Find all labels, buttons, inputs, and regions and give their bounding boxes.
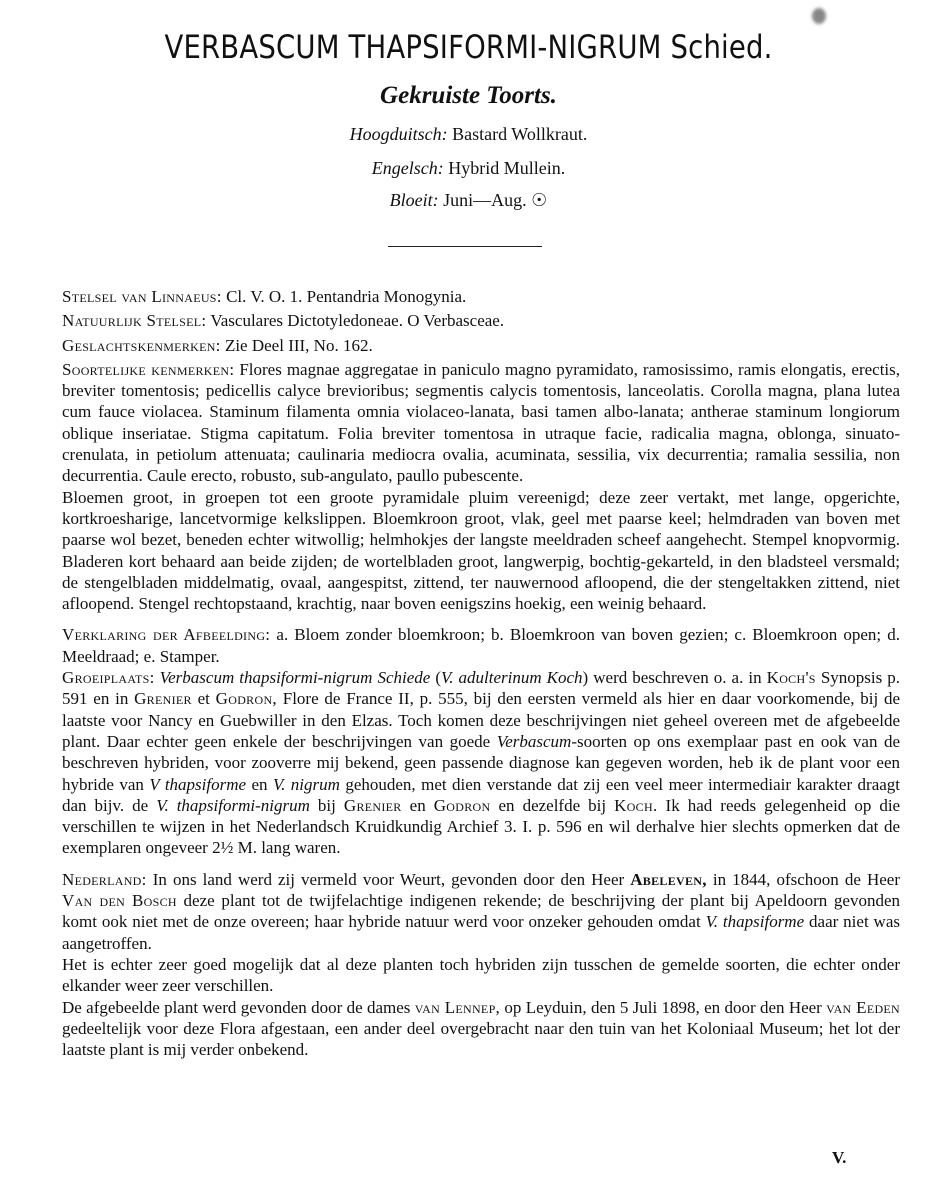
het-paragraph [62,954,900,997]
hoogduitsch-label: Hoogduitsch: [349,124,448,144]
verklaring-paragraph [62,624,900,667]
divider [388,246,542,247]
afgebeelde-paragraph [62,997,900,1061]
groei-text-5: -soorten op ons exemplaar past en ook van de beschreven hybriden, voor zooverre mij bekend, geen passende diagnose kan gegeven worden, heb ik de plant voor een hybride van [62,731,901,794]
groeiplaats-label: Groeiplaats: [62,668,155,688]
author-koch-2: Koch. [614,795,658,815]
hoogduitsch-value: Bastard Wollkraut. [452,124,588,144]
person-van-den-bosch: Van den Bosch [62,891,177,911]
groei-text-10: en dezelfde bij [498,795,607,815]
person-van-eeden: van Eeden [826,997,901,1017]
stelsel-paragraph [62,286,900,307]
groei-text-3: et [197,689,210,709]
geslacht-paragraph [62,335,900,356]
soort-label: Soortelijke kenmerken: [62,359,235,379]
groeiplaats-paragraph: Groeiplaats: Verbascum thapsiformi-nigrum Schiede (V. adulterinum Koch) werd beschreven o. a. in Koch's Synopsis p. 591 en in Grenier et Godron, Flore de France II, p. 555, bij den eersten vermeld als hier en daar voorkomende, bij de laatste voor Nancy en Guebwiller in den Elzas. Toch komen deze beschrijvingen niet geheel overeen met de afgebeelde plant. Daar echter geen enkele der beschrijvingen van goede Verbascum-soorten op ons exemplaar past en ook van de beschreven hybriden, voor zooverre mij bekend, geen passende diagnose kan gegeven worden, heb ik de plant voor een hybride van V thapsiforme en V. nigrum gehouden, met dien verstande dat zij een veel meer intermediair karakter draagt dan bijv. de V. thapsiformi-nigrum bij Grenier en Godron en dezelfde bij Koch. Ik had reeds gelegenheid op die verschillen te wijzen in het Nederlandsch Kruidkundig Archief 3. I. p. 596 en wil derhalve hier slechts opmerken dat de exemplaren ongeveer 2½ M. lang waren. [62,668,901,858]
species-nigrum: V. nigrum [272,774,340,794]
engelsch-value: Hybrid Mullein. [448,158,566,178]
ned-text-3: deze plant tot de twijfelachtige indigenen rekende; de beschrijving der plant bij Apeldoorn gevonden komt ook niet met de onze overeen; haar hybride natuur werd voor onzeker gehouden omdat [62,891,900,932]
ned-text-4: daar niet was aangetroffen. [62,912,900,953]
body-text [62,286,900,1060]
groei-text-8: bij [317,795,336,815]
verklaring-label: Verklaring der Afbeelding: [62,625,271,645]
soort-text: Flores magnae aggregatae in paniculo magno pyramidato, ramosissimo, ramis elongatis, erectis, breviter tomentosis; pedicellis calyce brevioribus; segmentis calycis tomentosis, lanceolatis. Corolla magna, plana lutea cum fauce violacea. Staminum filamenta omnia violaceo-lanata, basi tamen albo-lanata; antherae staminum longiorum oblique inseriatae. Stigma capitatum. Folia breviter tomentosa in utraque facie, radicalia magna, oblonga, sinuato-crenulata, in petiolum attenuata; caulinaria mediocra ovalia, acuminata, sessilia, vix decurrentia; ramalia sessilia, non decurrentia. Caule erecto, robusto, sub-angulato, paullo pubescente. [62,359,901,486]
ned-text-2: in 1844, ofschoon de Heer [712,869,901,889]
person-van-lennep: van Lennep, [414,997,501,1017]
bloeit-line [0,190,937,211]
het-text: Het is echter zeer goed mogelijk dat al deze planten toch hybriden zijn tusschen de gemelde soorten, die echter onder elkander weer zeer verschillen. [62,954,900,996]
author-koch: Koch's [766,668,816,688]
species-name: Verbascum thapsiformi-nigrum Schiede [159,668,431,688]
af-text-2: op Leyduin, den 5 Juli 1898, en door den Heer [504,997,822,1017]
groei-text-7: gehouden, met dien verstande dat zij een veel meer intermediair karakter draagt dan bijv. de [62,774,901,815]
stelsel-label: Stelsel van Linnaeus: [62,287,222,306]
groei-text-4: Flore de France II, p. 555, bij den eersten vermeld als hier en daar voorkomende, bij de laatste voor Nancy en Guebwiller in den Elzas. Toch komen deze beschrijvingen niet geheel overeen met de afgebeelde plant. Daar echter geen enkele der beschrijvingen van goede [62,689,901,751]
soort-paragraph [62,359,900,487]
author-grenier: Grenier [134,689,192,709]
nederland-paragraph [62,869,900,954]
groei-text-9: en [409,795,426,815]
groei-text-1: werd beschreven o. a. in [593,668,762,688]
genus-verbascum: Verbascum [496,731,572,751]
af-text-3: gedeeltelijk voor deze Flora afgestaan, een ander deel overgebracht naar den tuin van het Koloniaal Museum; het lot der laatste plant is mij verder onbekend. [62,1018,900,1060]
author-grenier-2: Grenier [343,795,402,815]
nederland-label: Nederland: [62,869,147,889]
natuurlijk-text: Vasculares Dictotyledoneae. O Verbasceae. [210,311,505,331]
hoogduitsch-line [0,124,937,145]
author-godron-2: Godron [433,795,491,815]
geslacht-text: Zie Deel III, No. 162. [224,335,373,355]
ink-spot [812,8,826,24]
author-godron: Godron, [215,689,277,709]
engelsch-label: Engelsch: [371,158,444,178]
natuurlijk-paragraph [62,310,900,331]
bloeit-value: Juni—Aug. ☉ [443,190,548,210]
bloemen-text: Bloemen groot, in groepen tot een groote pyramidale pluim vereenigd; deze zeer vertakt, met lange, opgerichte, kortkroesharige, lancetvormige kelkslippen. Bloemkroon groot, vlak, geel met paarse keel; helmdraden van boven met paarse wol bezet, beneden echter witwollig; helmhokjes der langste meeldraden scheef aangehecht. Stempel knopvormig. Bladeren kort behaard aan beide zijden; de wortelbladen groot, langwerpig, bochtig-gekarteld, in den bladsteel versmald; de stengelbladen middelmatig, ovaal, aangespitst, zittend, ter nauwernood afloopend, die der stengeltakken zittend, niet afloopend. Stengel rechtopstaand, krachtig, naar boven eenigszins hoekig, een weinig behaard. [62,487,900,614]
bloemen-paragraph [62,487,900,615]
species-thapsiforme: V thapsiforme [149,774,247,794]
person-abeleven: Abeleven, [630,869,707,889]
geslacht-label: Geslachtskenmerken: [62,335,221,355]
af-text-1: De afgebeelde plant werd gevonden door de dames [62,997,411,1017]
engelsch-line [0,158,937,179]
groei-text-6: en [251,774,268,794]
groei-text-11: Ik had reeds gelegenheid op die verschillen te wijzen in het Nederlandsch Kruidkundig Archief 3. I. p. 596 en wil derhalve hier slechts opmerken dat de exemplaren ongeveer 2½ M. lang waren. [62,795,901,858]
species-thapsiformi-nigrum: V. thapsiformi-nigrum [156,795,310,815]
signature: V. [832,1148,847,1167]
synonym-name: V. adulterinum Koch [441,668,583,688]
bloeit-label: Bloeit: [389,190,439,210]
page-title: VERBASCUM THAPSIFORMI-NIGRUM Schied. [164,28,773,66]
species-thapsiforme-2: V. thapsiforme [705,912,805,932]
verklaring-text: a. Bloem zonder bloemkroon; b. Bloemkroon van boven gezien; c. Bloemkroon open; d. Meeldraad; e. Stamper. [62,625,900,666]
groei-text-2: Synopsis p. 591 en in [62,668,901,709]
stelsel-text: Cl. V. O. 1. Pentandria Monogynia. [226,287,467,306]
natuurlijk-label: Natuurlijk Stelsel: [62,311,207,331]
page-subtitle: Gekruiste Toorts. [380,82,557,109]
ned-text-1: In ons land werd zij vermeld voor Weurt, gevonden door den Heer [152,869,625,889]
